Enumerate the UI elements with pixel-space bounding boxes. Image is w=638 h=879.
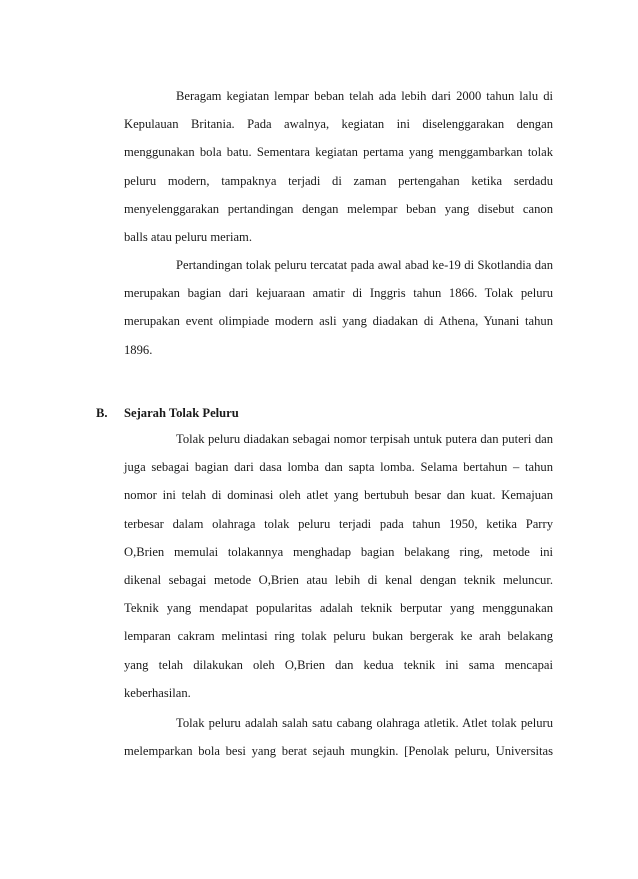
text-line: menyelenggarakan pertandingan dengan melempar beban yang disebut canon — [124, 201, 553, 216]
text-line: Pertandingan tolak peluru tercatat pada awal abad ke-19 di Skotlandia dan — [176, 258, 553, 272]
text-line: merupakan event olimpiade modern asli yang diadakan di Athena, Yunani tahun — [124, 314, 553, 329]
text-line: dikenal sebagai metode O,Brien atau lebih di kenal dengan teknik meluncur. — [124, 572, 553, 587]
text-line: balls atau peluru meriam. — [124, 229, 252, 244]
text-line: Beragam kegiatan lempar beban telah ada lebih dari 2000 tahun lalu di — [176, 89, 553, 103]
text-line: terbesar dalam olahraga tolak peluru terjadi pada tahun 1950, ketika Parry — [124, 516, 553, 531]
text-line: juga sebagai bagian dari dasa lomba dan sapta lomba. Selama bertahun – tahun — [124, 460, 553, 475]
text-line: melemparkan bola besi yang berat sejauh mungkin. [Penolak peluru, Universitas — [124, 744, 553, 759]
text-line: peluru modern, tampaknya terjadi di zaman pertengahan ketika serdadu — [124, 173, 553, 188]
text-line: yang telah dilakukan oleh O,Brien dan kedua teknik ini sama mencapai — [124, 657, 553, 672]
paragraph-2 — [124, 251, 553, 364]
section-number: B. — [96, 406, 108, 420]
paragraph-1 — [124, 82, 553, 251]
section-heading — [96, 399, 239, 427]
paragraph-3 — [124, 425, 553, 707]
text-line: merupakan bagian dari kejuaraan amatir di Inggris tahun 1866. Tolak peluru — [124, 286, 553, 301]
section-title: Sejarah Tolak Peluru — [124, 406, 239, 420]
text-line: Kepulauan Britania. Pada awalnya, kegiatan ini diselenggarakan dengan — [124, 117, 553, 132]
paragraph-4 — [124, 709, 553, 765]
text-line: 1896. — [124, 342, 153, 357]
text-line: nomor ini telah di dominasi oleh atlet yang bertubuh besar dan kuat. Kemajuan — [124, 488, 553, 503]
text-line: Tolak peluru adalah salah satu cabang olahraga atletik. Atlet tolak peluru — [176, 716, 553, 730]
text-line: O,Brien memulai tolakannya menghadap bagian belakang ring, metode ini — [124, 544, 553, 559]
text-line: menggunakan bola batu. Sementara kegiatan pertama yang menggambarkan tolak — [124, 145, 553, 160]
text-line: lemparan cakram melintasi ring tolak peluru bukan bergerak ke arah belakang — [124, 629, 553, 644]
text-line: keberhasilan. — [124, 685, 191, 700]
text-line: Tolak peluru diadakan sebagai nomor terpisah untuk putera dan puteri dan — [176, 432, 553, 446]
text-line: Teknik yang mendapat popularitas adalah teknik berputar yang menggunakan — [124, 601, 553, 616]
